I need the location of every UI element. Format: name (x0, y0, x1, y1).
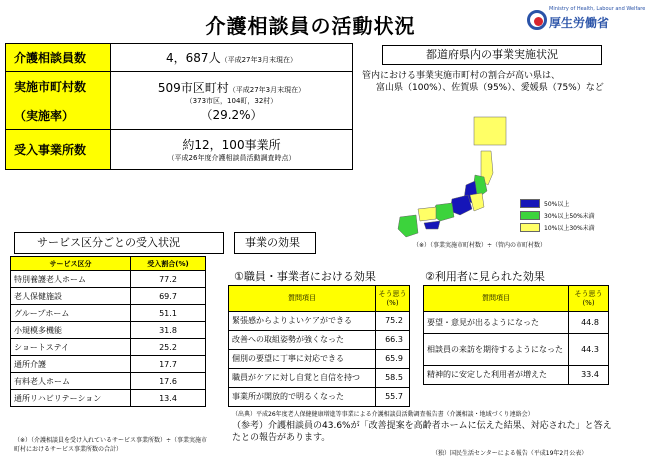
table-row: 緊張感からよりよいケアができる 75.2 (229, 312, 410, 331)
user-effects-table (423, 285, 609, 385)
municipalities-value: 509市区町村（平成27年3月末現在） （373市区，104町，32村） （29.2%） (111, 72, 353, 130)
table-row: 通所リハビリテーション 13.4 (11, 390, 206, 407)
effects-source-note: （出典）平成26年度老人保健健康増進等事業による介護相談員活動調査報告書（介護相談・地域づくり連絡会） (232, 411, 534, 418)
map-kyushu (398, 215, 418, 237)
service-section-title: サービス区分ごとの受入状況 (14, 232, 224, 254)
service-table-header: サービス区分 受入割合(%) (11, 257, 206, 271)
map-hokkaido (474, 117, 506, 145)
staff-effects-heading: ①職員・事業者における効果 (234, 270, 376, 283)
map-legend (520, 198, 595, 234)
page-title: 介護相談員の活動状況 (205, 14, 416, 38)
map-note: （※）（事業実施市町村数）÷（管内の市町村数） (413, 242, 547, 249)
stats-row-municipalities (6, 72, 353, 130)
map-kanto (470, 193, 484, 211)
ministry-name-en: Ministry of Health, Labour and Welfare (549, 6, 645, 12)
table-row: 通所介護 17.7 (11, 356, 206, 373)
ministry-name: 厚生労働省 (549, 16, 610, 30)
legend-item-high: 50%以上 (520, 198, 595, 209)
table-row: 小規模多機能 31.8 (11, 322, 206, 339)
user-effects-header: 質問項目 そう思う(%) (424, 286, 609, 312)
table-row: 個別の要望に丁寧に対応できる 65.9 (229, 350, 410, 369)
service-table (10, 256, 206, 407)
legend-item-mid: 30%以上50%未満 (520, 210, 595, 221)
legend-item-low: 10%以上30%未満 (520, 222, 595, 233)
facilities-label: 受入事業所数 (6, 130, 111, 170)
facilities-value: 約12，100事業所 （平成26年度介護相談員活動調査時点） (111, 130, 353, 170)
counselors-value: 4，687人（平成27年3月末現在） (111, 44, 353, 72)
ministry-emblem-icon (527, 10, 547, 30)
stats-row-counselors (6, 44, 353, 72)
table-row: 相談員の来訪を期待するようになった 44.3 (424, 334, 609, 366)
map-chugoku (418, 207, 436, 221)
stats-table (5, 43, 353, 170)
reference-text: （参考）介護相談員の43.6%が「改善提案を高齢者ホームに伝えた結果、対応された」と答えたとの報告があります。 (232, 421, 612, 443)
map-shikoku (424, 221, 440, 229)
table-row: グループホーム 51.1 (11, 305, 206, 322)
effects-section-title: 事業の効果 (234, 232, 316, 254)
prefecture-title: 都道府県内の事業実施状況 (382, 45, 602, 65)
prefecture-description: 管内における事業実施市町村の割合が高い県は、 富山県（100%）、佐賀県（95%）、愛媛県（75%）など (362, 71, 604, 93)
user-effects-heading: ②利用者に見られた効果 (425, 270, 545, 283)
table-row: 要望・意見が出るようになった 44.8 (424, 312, 609, 334)
table-row: 改善への取組姿勢が強くなった 66.3 (229, 331, 410, 350)
ministry-logo (527, 6, 645, 34)
table-row: 老人保健施設 69.7 (11, 288, 206, 305)
staff-effects-header: 質問項目 そう思う(%) (229, 286, 410, 312)
table-row: 精神的に安定した利用者が増えた 33.4 (424, 366, 609, 385)
municipalities-label: 実施市町村数 （実施率） (6, 72, 111, 130)
stats-row-facilities (6, 130, 353, 170)
staff-effects-table (228, 285, 410, 407)
table-row: 職員がケアに対し自覚と自信を持つ 58.5 (229, 369, 410, 388)
counselors-label: 介護相談員数 (6, 44, 111, 72)
table-row: 特別養護老人ホーム 77.2 (11, 271, 206, 288)
table-row: 有料老人ホーム 17.6 (11, 373, 206, 390)
reference-source: （独）国民生活センターによる報告（平成19年2月公表） (432, 450, 588, 457)
table-row: ショートステイ 25.2 (11, 339, 206, 356)
table-row: 事業所が開放的で明るくなった 55.7 (229, 388, 410, 407)
japan-map (380, 115, 510, 240)
service-note: （※）（介護相談員を受け入れているサービス事業所数）÷（事業実施市町村におけるサービス事業所数の合計） (14, 437, 208, 453)
